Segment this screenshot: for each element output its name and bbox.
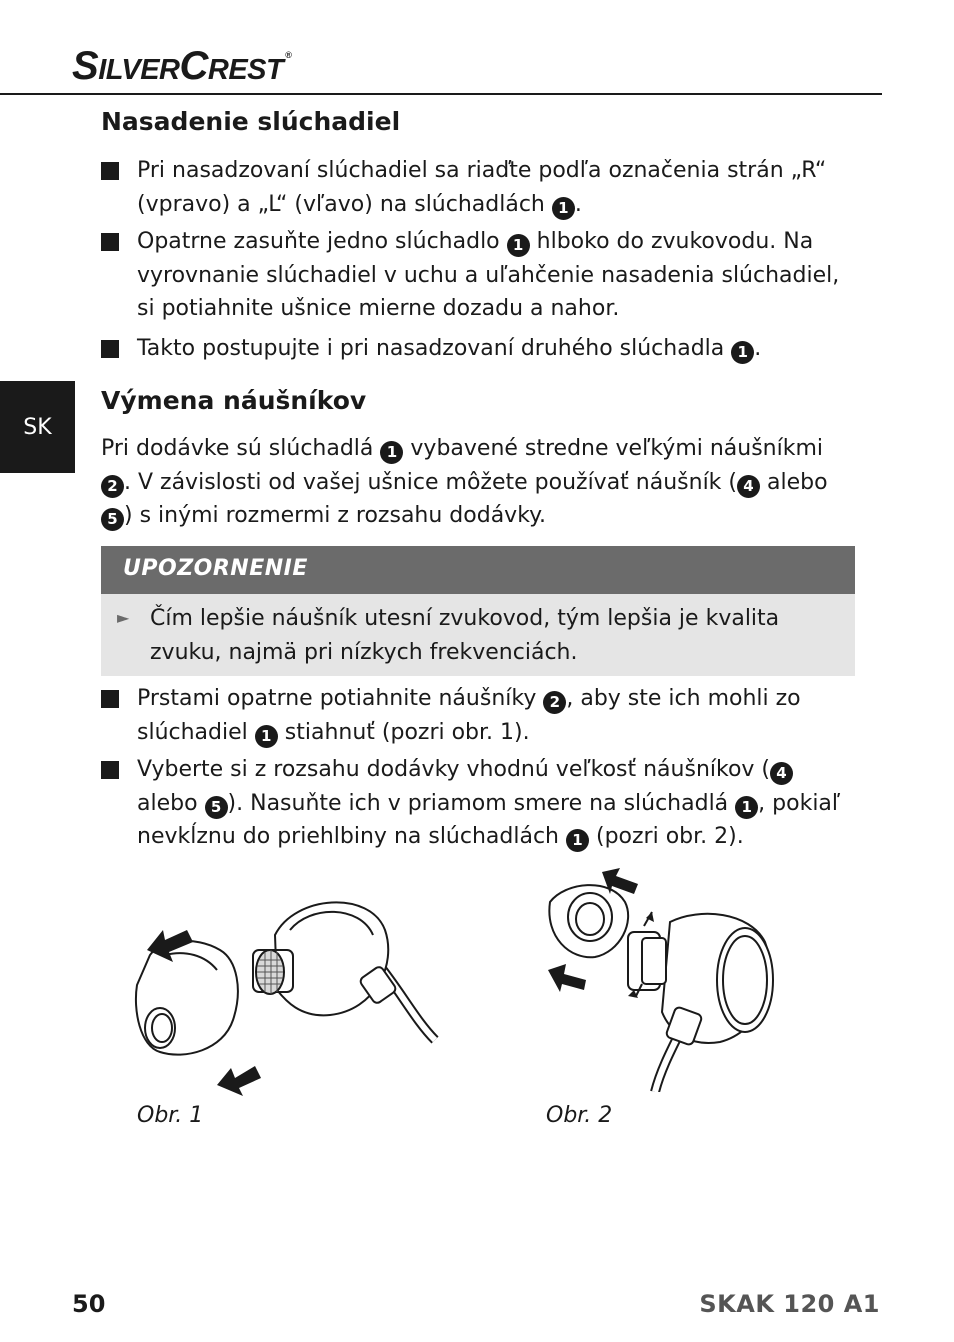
notice-body — [101, 594, 855, 676]
square-bullet-icon — [101, 233, 119, 251]
figure-1-illustration — [125, 880, 455, 1110]
list-item: Prstami opatrne potiahnite náušníky 2 , aby ste ich mohli zo slúchadiel 1 stiahnuť (pozri obr. 1). — [101, 682, 841, 749]
section-heading-vymena: Výmena náušníkov — [101, 386, 367, 415]
number-badge-1: 1 — [566, 829, 589, 852]
language-tab — [0, 381, 75, 473]
number-badge-1: 1 — [380, 441, 403, 464]
list-item: Pri nasadzovaní slúchadiel sa riaďte podľa označenia strán „R“ (vpravo) a „L“ (vľavo) na slúchadlách 1 . — [101, 154, 841, 221]
figure-1-caption: Obr. 1 — [137, 1103, 204, 1128]
page-number: 50 — [72, 1290, 106, 1318]
list-item: Vyberte si z rozsahu dodávky vhodnú veľkosť náušníkov ( 4 alebo 5 ). Nasuňte ich v priamom smere na slúchadlá 1 , pokiaľ nevkĺznu do priehlbiny na slúchadlách 1 (pozri obr. 2). — [101, 753, 841, 854]
figure-2-illustration — [540, 862, 790, 1092]
square-bullet-icon — [101, 162, 119, 180]
square-bullet-icon — [101, 761, 119, 779]
number-badge-4: 4 — [770, 762, 793, 785]
intro-paragraph: Pri dodávke sú slúchadlá 1 vybavené stredne veľkými náušníkmi 2 . V závislosti od vašej ušnice môžete používať náušník ( 4 alebo 5 ) s inými rozmermi z rozsahu dodávky. — [101, 432, 851, 533]
list-item: Opatrne zasuňte jedno slúchadlo 1 hlboko do zvukovodu. Na vyrovnanie slúchadiel v uchu a uľahčenie nasadenia slúchadiel, si potiahnite ušnice mierne dozadu a nahor. — [101, 225, 841, 326]
figure-2-caption: Obr. 2 — [546, 1103, 613, 1128]
notice-text: Čím lepšie náušník utesní zvukovod, tým lepšia je kvalita zvuku, najmä pri nízkych frekvenciách. — [150, 606, 780, 665]
header-rule — [0, 93, 882, 95]
square-bullet-icon — [101, 340, 119, 358]
bullet-list-vymena — [101, 682, 841, 854]
notice-header — [101, 546, 855, 594]
notice-title: UPOZORNENIE — [123, 556, 308, 581]
language-tab-label: SK — [23, 414, 52, 440]
bullet-list-nasadenie — [101, 154, 841, 365]
number-badge-1: 1 — [731, 341, 754, 364]
section-heading-nasadenie: Nasadenie slúchadiel — [101, 107, 401, 136]
number-badge-2: 2 — [543, 691, 566, 714]
arrow-right-icon: ► — [117, 608, 130, 627]
number-badge-4: 4 — [737, 475, 760, 498]
square-bullet-icon — [101, 690, 119, 708]
number-badge-1: 1 — [507, 234, 530, 257]
number-badge-1: 1 — [255, 725, 278, 748]
silvercrest-logo: SILVERCREST ® — [72, 44, 292, 88]
list-item: Takto postupujte i pri nasadzovaní druhého slúchadla 1 . — [101, 332, 841, 366]
number-badge-1: 1 — [735, 796, 758, 819]
number-badge-2: 2 — [101, 475, 124, 498]
model-number: SKAK 120 A1 — [699, 1290, 880, 1318]
number-badge-5: 5 — [101, 508, 124, 531]
number-badge-1: 1 — [552, 197, 575, 220]
number-badge-5: 5 — [205, 796, 228, 819]
